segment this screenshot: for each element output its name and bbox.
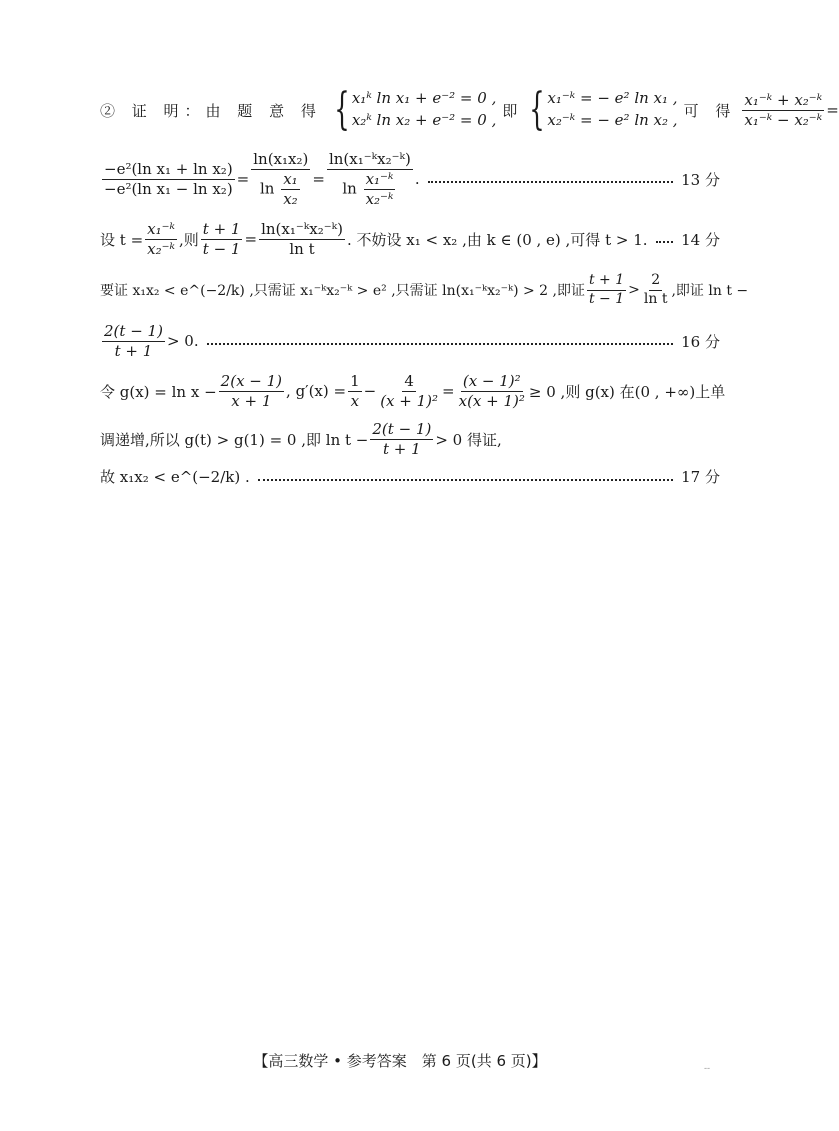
proof-line-8	[100, 466, 720, 487]
fraction-denominator: x(x + 1)²	[458, 391, 525, 410]
fraction-denominator: x + 1	[231, 391, 272, 410]
fraction-numerator: 2	[649, 272, 662, 291]
fraction-ln-product	[251, 150, 310, 208]
equals-sign: =	[826, 101, 839, 119]
proof-line-6	[100, 372, 726, 411]
fraction-numerator: t + 1	[587, 272, 626, 291]
equals-sign: =	[442, 382, 455, 401]
dotted-leader	[207, 343, 674, 345]
proof-line-5	[100, 322, 720, 361]
dotted-leader	[428, 181, 674, 183]
inner-numerator: x₁	[283, 169, 298, 188]
fraction-numerator: x₁⁻ᵏ	[147, 220, 176, 238]
fraction-denominator: t − 1	[588, 290, 625, 307]
ln-label: ln	[342, 179, 357, 197]
conj-ji: 即	[502, 101, 518, 120]
proof-line-3	[100, 220, 720, 259]
fraction-numerator: 2(x − 1)	[220, 372, 283, 390]
fraction-numerator: −e²(ln x₁ + ln x₂)	[104, 159, 233, 178]
inner-numerator: x₁⁻ᵏ	[365, 169, 394, 188]
minus-sign: −	[363, 382, 377, 401]
increasing-text: 调递增,所以 g(t) > g(1) = 0 ,即 ln t −	[100, 430, 369, 449]
corner-mark: --	[704, 1064, 711, 1074]
score-17: 17 分	[681, 468, 720, 486]
need-to-prove-text: 要证 x₁x₂ < e^(−2/k) ,只需证 x₁⁻ᵏx₂⁻ᵏ > e² ,只需证 ln(x₁⁻ᵏx₂⁻ᵏ) > 2 ,即证	[100, 283, 585, 299]
fraction-2t-minus-1	[370, 420, 433, 459]
inner-fraction	[281, 170, 299, 209]
fraction-numerator: ln(x₁⁻ᵏx₂⁻ᵏ)	[261, 220, 343, 238]
fraction-numerator: 2(t − 1)	[372, 420, 432, 438]
fraction-denominator	[340, 170, 399, 209]
score-13: 13 分	[681, 170, 720, 189]
proof-line-1	[100, 84, 839, 135]
equals-sign: =	[244, 230, 258, 249]
system-1-row-2: x₂ᵏ ln x₂ + e⁻² = 0 ,	[351, 111, 497, 129]
left-brace-icon: {	[529, 84, 546, 135]
fraction-2t-minus-1	[102, 322, 165, 361]
fraction-numerator: 1	[350, 372, 360, 390]
score-16: 16 分	[681, 332, 720, 351]
fraction-denominator	[258, 170, 304, 209]
fraction-denominator: (x + 1)²	[380, 391, 439, 410]
let-t: 设 t =	[100, 230, 144, 249]
inner-denominator: x₂	[283, 189, 298, 208]
proven-text: > 0 得证,	[435, 430, 502, 449]
greater-sign: >	[628, 282, 640, 298]
dotted-leader	[656, 241, 674, 243]
monotonic-text: ≥ 0 ,则 g(x) 在(0 , +∞)上单	[528, 382, 726, 401]
proof-intro: ② 证 明：由 题 意 得	[100, 101, 322, 120]
fraction-numerator: 2(t − 1)	[104, 322, 163, 340]
fraction-denominator: t + 1	[383, 439, 421, 458]
derivative-text: , g′(x) =	[286, 382, 347, 401]
fraction-2x-minus-1	[219, 372, 284, 411]
fraction-t-ratio	[587, 272, 626, 308]
fraction-denominator: x₁⁻ᵏ − x₂⁻ᵏ	[744, 110, 823, 129]
namely-prove-text: ,即证 ln t −	[671, 283, 749, 299]
fraction-numerator: 4	[404, 372, 414, 390]
score-14: 14 分	[681, 230, 720, 249]
fraction-denominator: t + 1	[114, 341, 153, 360]
inner-denominator: x₂⁻ᵏ	[365, 189, 394, 208]
fraction-derivative-result	[457, 372, 527, 411]
fraction-denominator: x	[350, 391, 360, 410]
fraction-numerator: ln(x₁x₂)	[253, 150, 309, 168]
fraction-ln-over-ln-t	[259, 220, 345, 259]
system-2-row-2: x₂⁻ᵏ = − e² ln x₂ ,	[547, 111, 678, 129]
fraction-denominator: ln t	[643, 290, 668, 307]
define-g-text: 令 g(x) = ln x −	[100, 382, 217, 401]
equals-sign: =	[236, 170, 250, 189]
proof-line-2	[100, 150, 720, 208]
equals-sign: =	[312, 170, 325, 189]
page-footer: 【高三数学 • 参考答案 第 6 页(共 6 页)】	[253, 1052, 547, 1070]
equation-system-1	[328, 84, 497, 135]
fraction-numerator: ln(x₁⁻ᵏx₂⁻ᵏ)	[328, 150, 411, 168]
equation-system-2	[523, 84, 678, 135]
fraction-denominator: ln t	[289, 239, 315, 258]
dotted-leader	[258, 479, 673, 481]
greater-than-zero: > 0.	[166, 332, 199, 351]
fraction-numerator: t + 1	[202, 220, 241, 238]
fraction-ln-power-product	[327, 150, 413, 208]
fraction-denominator: t − 1	[202, 239, 241, 258]
proof-line-4	[100, 272, 749, 308]
system-1-row-1: x₁ᵏ ln x₁ + e⁻² = 0 ,	[351, 89, 497, 108]
fraction-two-over-ln-t	[642, 272, 670, 308]
assumption-text: . 不妨设 x₁ < x₂ ,由 k ∈ (0 , e) ,可得 t > 1.	[346, 230, 648, 249]
conj-kede: 可 得	[683, 101, 737, 120]
fraction-denominator: −e²(ln x₁ − ln x₂)	[104, 179, 233, 198]
fraction-t-ratio	[201, 220, 243, 259]
fraction-ratio	[742, 91, 824, 130]
system-2-row-1: x₁⁻ᵏ = − e² ln x₁ ,	[547, 89, 678, 108]
fraction-t-definition	[145, 220, 177, 259]
then-text: ,则	[179, 230, 199, 249]
fraction-four-over-square	[378, 372, 440, 411]
proof-line-7	[100, 420, 720, 459]
left-brace-icon: {	[334, 84, 350, 135]
period: .	[414, 170, 420, 189]
fraction-numerator: x₁⁻ᵏ + x₂⁻ᵏ	[744, 90, 823, 109]
ln-label: ln	[259, 179, 275, 197]
fraction-one-over-x	[348, 372, 362, 411]
conclusion-text: 故 x₁x₂ < e^(−2/k) .	[100, 468, 250, 486]
fraction-log-sum	[102, 160, 235, 199]
inner-fraction	[364, 170, 396, 209]
fraction-numerator: (x − 1)²	[462, 372, 521, 390]
fraction-denominator: x₂⁻ᵏ	[147, 239, 176, 258]
